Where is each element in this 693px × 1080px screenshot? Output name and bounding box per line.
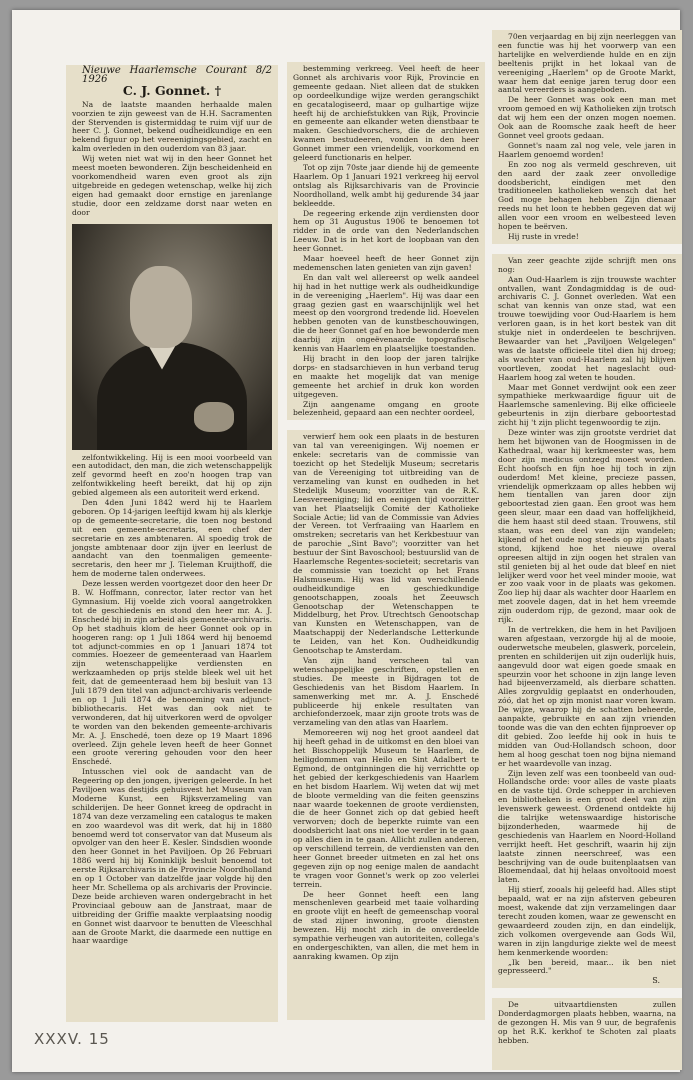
paragraph: Memoreeren wij nog het groot aandeel dat hij heeft gehad in de uitkomst en den bloei van het Bisschoppelijk Museum te Haarlem, de heiligdommen van Heilo en Sint Adalbert te Egmond, de ontginningen die hij verrichtte op het gebied der kerkgeschiedenis van Haarlem en het bisdom Haarlem. Wij weten dat wij met de bloote vermelding van die feiten geenszins naar waarde toekennen de groote verdiensten, die de heer Gonnet zich op dat gebied heeft verworven; doch de beperkte ruimte van een doodsbericht laat ons niet toe verder in te gaan op alles dien in te gaan. Allicht zullen anderen, op verschillend terrein, de verdiensten van den heer Gonnet breeder uitmeten en zal het ons gegeven zijn op nog eenige malen de aandacht te vragen voor Gonnet's werk op zoo velerlei terrein. xyxy=(293,728,479,889)
paragraph: „Ik ben bereid, maar... ik ben niet gepresseerd." xyxy=(498,957,676,976)
paragraph: En dan valt wel allereerst op welk aandeel hij had in het nuttige werk als oudheidkundige in de vereeniging „Haerlem". Hij was daar een graag gezien gast en waarschijnlijk wel het meest op den voorgrond tredende lid. Hoevelen hebben genoten van de kunstbeschouwingen, die de heer Gonnet gaf en hoe bewonderde men daarbij zijn ongeëvenaarde topografische kennis van Haarlem en plaatselijke toestanden. xyxy=(293,272,479,354)
paragraph: Intusschen viel ook de aandacht van de Regeering op den jongen, ijverigen geleerde. In het Paviljoen was destijds gehuisvest het Museum van Moderne Kunst, een Rijksverzameling van schilderijen. De heer Gonnet kreeg de opdracht in 1874 van deze verzameling een catalogus te maken en zoo waardevol was dit werk, dat hij in 1880 benoemd werd tot conservator van dat Museum als opvolger van den heer E. Kesler. Sindsdien woonde den heer Gonnet in het Paviljoen. Op 26 Februari 1886 werd hij bij Koninklijk besluit benoemd tot eerste Rijksarchivaris in de Provincie Noordholland en op 1 October van datzelfde jaar volgde hij den heer Mr. Schellema op als archivaris der Provincie. Deze beide archieven waren ondergebracht in het Provinciaal gebouw aan de Janstraat, maar de uitbreiding der Griffie maakte verplaatsing noodig en Gonnet wist daarvoor te benutten de Vleeschhal aan de Groote Markt, die daarmede een nuttige en haar waardige xyxy=(72,767,272,946)
paragraph: Hij stierf, zooals hij geleefd had. Alles stipt bepaald, wat er na zijn afsterven gebeuren moest, wakende dat zijn verzamelingen daar terecht zouden komen, waar ze gewenscht en gewaardeerd zouden zijn, en dan eindelijk, zich volkomen overgevende aan Gods Wil, waren in zijn langdurige ziekte wel de meest hem kenmerkende woorden: xyxy=(498,885,676,957)
intro-paragraphs xyxy=(72,101,272,218)
article-column-3 xyxy=(492,30,682,1070)
closing-paragraphs xyxy=(498,33,676,242)
paragraph: Zijn leven zelf was een toonbeeld van oud-Hollandsche orde: voor alles de vaste plaats en de vaste tijd. Orde schepper in archieven en bibliotheken is een groot deel van zijn levenswerk geweest. Ordenend ontdekte hij die talrijke wetenswaardige historische bijzonderheden, waarmede hij de geschiedenis van Haarlem en Noord-Holland verrijkt heeft. Het geschrift, waarin hij zijn laatste zinnen neerschreef, was een beschrijving van de oude buitenplaatsen van Bloemendaal, dat hij helaas onvoltooid moest laten. xyxy=(498,768,676,885)
tribute-paragraphs xyxy=(498,257,676,977)
paragraph: Van zijn hand verscheen tal van wetenschappelijke geschriften, opstellen en studies. De meeste in Bijdragen tot de Geschiedenis van het Bisdom Haarlem. In samenwerking met mr. A. J. Enschedé publiceerde hij enkele resultaten van archiefonderzoek, maar zijn groote trots was de verzameling van den atlas van Haarlem. xyxy=(293,656,479,728)
paragraph: Gonnet's naam zal nog vele, vele jaren in Haarlem genoemd worden! xyxy=(498,140,676,159)
societies-paragraphs xyxy=(293,433,479,961)
article-column-2 xyxy=(287,62,485,1020)
paragraph: De heer Gonnet was ook een man met vroom gemoed en wij Katholieken zijn trotsch dat wij hem een der onzen mogen noemen. Ook aan de Roomsche zaak heeft de heer Gonnet veel groots gedaan. xyxy=(498,95,676,140)
paragraph: Hij ruste in vrede! xyxy=(508,231,579,241)
paper-sheet xyxy=(12,10,680,1072)
biography-paragraphs xyxy=(72,454,272,947)
paragraph: Maar hoeveel heeft de heer Gonnet zijn medemenschen laten genieten van zijn gaven! xyxy=(293,254,479,272)
paragraph: Hij bracht in den loop der jaren talrijke dorps- en stadsarchieven in hun verband terug en maakte het mogelijk dat van menige gemeente het archief in druk kon worden uitgegeven. xyxy=(293,354,479,399)
paragraph: De heer Gonnet heeft een lang menschenleven gearbeid met taaie volharding en groote vlijt en heeft de gemeenschap vooral de stad zijner inwoning, groote diensten bewezen. Hij mocht zich in de onverdeelde sympathie verheugen van autoriteiten, collega's en ondergeschikten, van allen, die met hem in aanraking kwamen. Op zijn xyxy=(293,889,479,961)
paragraph: Maar met Gonnet verdwijnt ook een zeer sympathieke merkwaardige figuur uit de Haarlemsche samenleving. Bij elke officieele gebeurtenis in zijn dierbare geboortestad zicht hij 't zijn plicht tegenwoordig te zijn. xyxy=(498,382,676,428)
article-column-1 xyxy=(66,62,278,1022)
paragraph: Den 4den Juni 1842 werd hij te Haarlem geboren. Op 14-jarigen leeftijd kwam hij als klerkje op de gemeente-secretarie, die toen nog bestond uit een gemeente-secretaris, een chef der secretarie en zes ambtenaren. Al spoedig trok de jongste ambtenaar door zijn ijver en leerlust de aandacht van den toenmaligen gemeente-secretaris, den heer mr J. Tieleman Kruijthoff, die hem de moderne talen onderwees. xyxy=(72,498,272,579)
archive-reference: XXXV. 15 xyxy=(34,1030,110,1048)
paragraph: verwierf hem ook een plaats in de besturen van tal van vereenigingen. Wij noemen er enkele: secretaris van de commissie van toezicht op het Stedelijk Museum; secretaris van de Vereeniging tot uitbreiding van de verzameling van kunst en oudheden in het Stedelijk Museum; voorzitter van de R.K. Leesvereeniging; lid en eenigen tijd voorzitter van het Plaatselijk Comité der Katholieke Sociale Actie; lid van de Commissie van Advies der Vereen. tot Verfraaiing van Haarlem en omstreken; secretaris van het Kerkbestuur van de parochie „Sint Bavo"; voorzitter van het bestuur der Sint Bavoschool; bestuurslid van de Haarlemsche Regentes-societeit; secretaris van de commissie van toezicht op het Frans Halsmuseum. Hij was lid van verschillende oudheidkundige en geschiedkundige genootschappen, zooals het Zeeuwsch Genootschap der Wetenschappen te Middelburg, het Prov. Utrechtsch Genootschap van Kunsten en Wetenschappen, van de Maatschappij der Nederlandsche Letterkunde te Leiden, van het Kon. Oudheidkundig Genootschap te Amsterdam. xyxy=(293,432,479,656)
portrait-photo xyxy=(72,224,272,450)
paragraph: Wij weten niet wat wij in den heer Gonnet het meest moeten bewonderen. Zijn bescheidenheid en voorkomendheid waren even groot als zijn uitgebreide en gedegen wetenschap, welke hij zich eigen had gemaakt door ernstige en jarenlange studie, door een zeldzame dorst naar weten en door xyxy=(72,154,272,217)
paragraph: bestemming verkreeg. Veel heeft de heer Gonnet als archivaris voor Rijk, Provincie en gemeente gedaan. Niet alleen dat de stukken op oordeelkundige wijze werden gerangschikt en gecatalogiseerd, maar op gulhartige wijze heeft hij de archiefstukken van Rijk, Provincie en gemeente aan elkander weten dienstbaar te maken. Geschiedvorschers, die de archieven kwamen bestudeeren, vonden in den heer Gonnet immer een vriendelijk, voorkomend en geleerd functionaris en helper. xyxy=(293,64,479,163)
author-signature: S. xyxy=(652,976,660,986)
paragraph: Zijn aangename omgang en groote belezenheid, gepaard aan een nechter oordeel, xyxy=(293,399,479,418)
handwritten-source-note: Nieuwe Haarlemsche Courant 8/2 1926 xyxy=(82,65,272,85)
paragraph: Deze lessen werden voortgezet door den heer Dr B. W. Hoffmann, conrector, later rector van het Gymnasium. Hij voelde zich vooral aangetrokken tot de geschiedenis en stond den heer mr. A. J. Enschedé bij in zijn arbeid als gemeente-archivaris. Op het stadhuis klom de heer Gonnet ook op in hoogeren rang: op 1 Juli 1864 werd hij benoemd tot adjunct-commies en op 1 Januari 1874 tot commies. Hoezeer de gemeenteraad van Haarlem zijn wetenschappelijke verdiensten en werkzaamheden op prijs stelde bleek wel uit het feit, dat de gemeenteraad hem bij besluit van 13 Juli 1879 den titel van adjunct-archivaris verleende en op 1 Juli 1874 de benoeming van adjunct-bibliothecaris. Het was dan ook niet te verwonderen, dat hij uitverkoren werd de opvolger te worden van den bekenden gemeente-archivaris Mr. A. J. Enschedé, toen deze op 19 Maart 1896 overleed. Zijn gehele leven heeft de heer Gonnet een groote verering gehouden voor den heer Enschedé. xyxy=(72,579,272,767)
funeral-notice: De uitvaartdiensten zullen Donderdagmorgen plaats hebben, waarna, na de gezongen H. Mis van 9 uur, de begrafenis op het R.K. kerkhof te Schoten zal plaats hebben. xyxy=(498,1000,676,1045)
paragraph: Na de laatste maanden herhaalde malen voorzien te zijn geweest van de H.H. Sacramenten der Stervenden is gistermiddag te ruim vijf uur de heer C. J. Gonnet, bekend oudheidkundige en een bekend figuur op het vereenigingsgebied, zacht en kalm overleden in den ouderdom van 83 jaar. xyxy=(72,99,272,154)
paragraph: zelfontwikkeling. Hij is een mooi voorbeeld van een autodidact, den man, die zich wetenschappelijk zelf gevormd heeft en zoo'n hoogen trap van zelfontwikkeling heeft bereikt, dat hij op zijn gebied algemeen als een autoriteit werd erkend. xyxy=(72,452,272,498)
paragraph: Tot op zijn 70ste jaar diende hij de gemeente Haarlem. Op 1 Januari 1921 verkreeg hij eervol ontslag als Rijksarchivaris van de Provincie Noordholland, welk ambt hij gedurende 34 jaar bekleedde. xyxy=(293,162,479,208)
paragraph: En zoo nog als vermeld geschreven, uit den aard der zaak zeer onvolledige doodsbericht, eindigen met den traditioneelen katholieken wensch dat het God moge behagen hebben Zijn dienaar reeds nu het loon te hebben gegeven dat wij allen voor een vroom en welbesteed leven hopen te beërven. xyxy=(498,159,676,232)
paragraph: Van zeer geachte zijde schrijft men ons nog: xyxy=(498,255,676,274)
paragraph: De regeering erkende zijn verdiensten door hem op 31 Augustus 1906 te benoemen tot ridder in de orde van den Nederlandschen Leeuw. Dat is in het kort de loopbaan van den heer Gonnet. xyxy=(293,208,479,254)
paragraph: In de vertrekken, die hem in het Paviljoen waren afgestaan, verzorgde hij al de mooie, ouderwetsche meubelen, glaswerk, porcelein, prenten en schilderijen uit zijn ouderlijk huis, aangevuld door wat eigen goede smaak en speurzin voor het schoone in zijn lange leven had bijeenverzameld, als dierbare schatten. Alles zorgvuldig geplaatst en onderhouden, zóó, dat het op zijn monist naar voren kwam. De wijze, waarop hij de schatten beheerde, aanpakte, gebruikte en aan zijn vrienden toonde was die van den echten fijnproever op dit gebied. Zoo leefde hij ook in huis te midden van Oud-Hollandsch schoon, door hem al hoog geschat toen nog bijna niemand er het waardevolle van inzag. xyxy=(498,625,676,768)
article-headline: C. J. Gonnet. † xyxy=(122,82,222,98)
career-paragraphs xyxy=(293,65,479,418)
paragraph: Aan Oud-Haarlem is zijn trouwste wachter ontvallen, want Zondagmiddag is de oud-archivaris C. J. Gonnet overleden. Wat een schat van kennis van onze stad, wat een trouwe toewijding voor Oud-Haarlem is hem verloren gaan, is in het kort bestek van dit stukje niet in onderdeelen te beschrijven. Bewaarder van het „Paviljoen Welgelegen" was de laatste officieele titel dien hij droeg; als wachter van oud-Haarlem zal hij blijven voortleven, zoodat het nageslacht oud-Haarlem hoog zal weten te houden. xyxy=(498,274,676,382)
paragraph: Deze winter was zijn grootste verdriet dat hem het bijwonen van de Hoogmissen in de Kathedraal, waar hij kerkmeester was, hem door zijn medicus ontzegd moest worden. Echt hoofsch en fijn hoe hij toch in zijn ouderdom! Met kleine, precieze passen, vriendelijk opmerkzaam op alles hebben wij hem tientallen van jaren door zijn geboortestad zien gaan. Een groot was hem geen sleur, maar een daad van hoffelijkheid, die hem haast stil deed staan. Trouwens, stil staan, was een deel van zijn wandelen; kijkend of het oude nog steeds op zijn plaats stond, kijkend hoe het nieuwe overal opreesen altijd in zijn oogen het stralen van stil genieten bij al het oude dat bleef en niet lelijker werd voor het veel minder mooie, wat er zoo vaak voor in de plaats was gekomen. Zoo liep hij daar als wachter door Haarlem en met zoovele dagen, dat in het hem vreemde zijn ouderdom rijp, de gezond, maar ook de rijk. xyxy=(498,428,676,625)
paragraph: 70en verjaardag en bij zijn neerleggen van een functie was hij het voorwerp van een hartelijke en welverdiende hulde en en zijn beeltenis prijkt in het lokaal van de vereeniging „Haerlem" op de Groote Markt, waar hem dat eenige jaren terug door een aantal vereerders is aangeboden. xyxy=(498,32,676,95)
